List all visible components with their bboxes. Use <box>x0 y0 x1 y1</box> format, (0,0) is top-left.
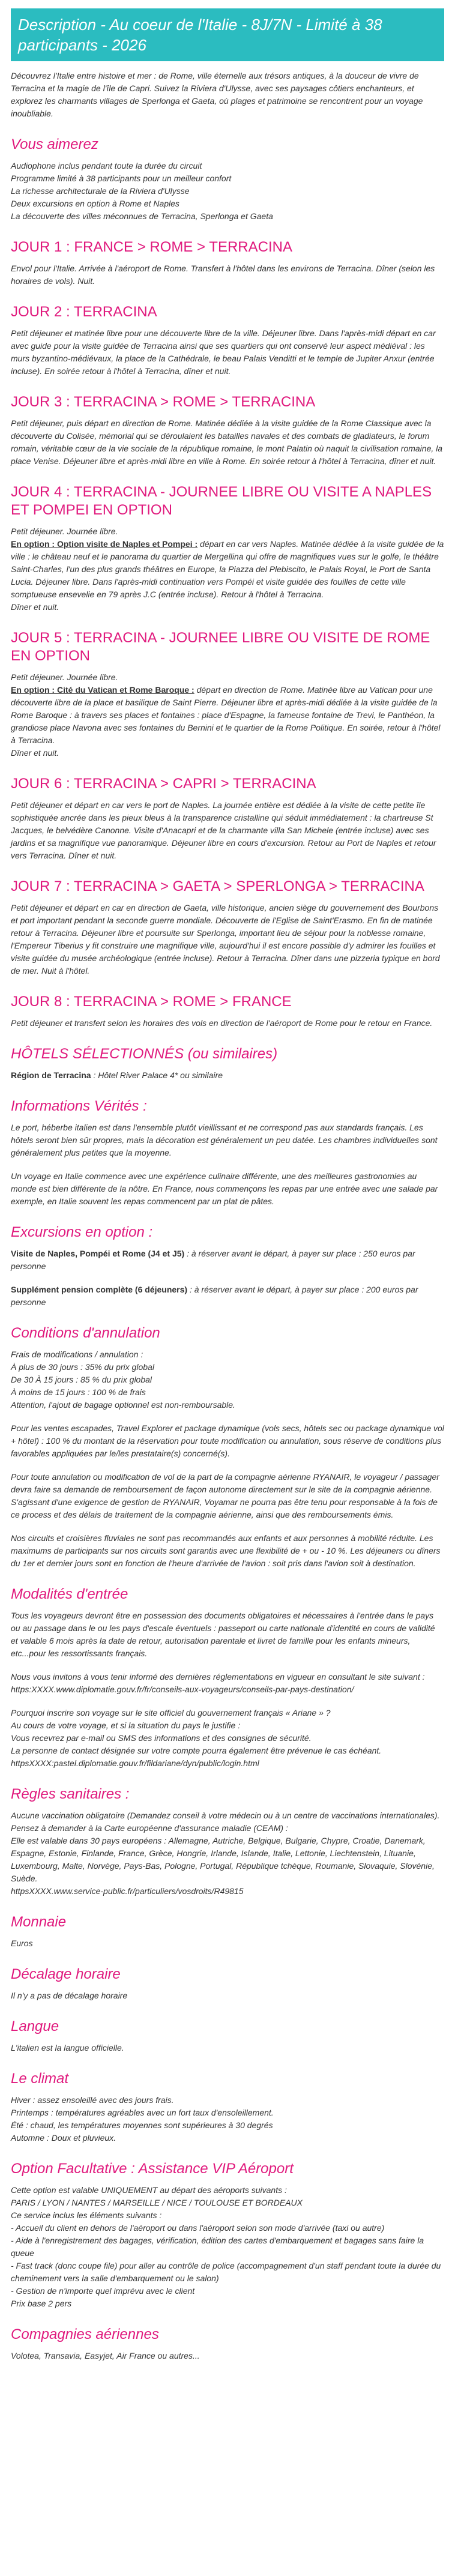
climate-line: Automne : Doux et pluvieux. <box>11 2133 116 2143</box>
infos-p1: Le port, héberbe italien est dans l'ensemble plutôt vieillissant et ne correspond pas aux standards français. Les hôtels seront bien sûr propres, mais la décoration est généralement un peu datée. Les chambres individuelles sont généralement plus petites que la moyenne. <box>11 1123 438 1157</box>
day-5-option-label: En option : Cité du Vatican et Rome Baroque : <box>11 685 194 695</box>
cancel-fee-line: Frais de modifications / annulation : <box>11 1350 143 1359</box>
love-item: Programme limité à 38 participants pour un meilleur confort <box>11 173 232 183</box>
climate-line: Printemps : températures agréables avec un fort taux d'ensoleillement. <box>11 2108 274 2117</box>
assistance-line: Ce service inclus les éléments suivants : <box>11 2210 162 2220</box>
cancel-fees-list <box>11 1348 444 1411</box>
excursion-item-1 <box>11 1247 444 1273</box>
day-1-heading: JOUR 1 : FRANCE > ROME > TERRACINA <box>11 239 292 255</box>
day-7-text: Petit déjeuner et départ en car en direction de Gaeta, ville historique, ancien siège du gouvernement des Bourbons et port important pendant la seconde guerre mondiale. Découverte de l'Eglise de Saint'Erasmo. En fin de matinée retour à Terracina. Déjeuner libre et poursuite sur Sperlonga, important lieu de séjour pour la noblesse romaine, l'Empereur Tiberius y fit construire une magnifique ville, aujourd'hui il est encore possible d'y admirer les fouilles et visite guidée du musée archéologique (entrée incluse). Retour à Terracina. Dîner dans une pizzeria typique en bord de mer. Nuit à l'hôtel. <box>11 903 440 976</box>
day-5-option <box>11 684 444 747</box>
health-p1: Aucune vaccination obligatoire (Demandez conseil à votre médecin ou à un centre de vaccinations internationales). Pensez à demander à la Carte européenne d'assurance maladie (CEAM) : Elle est valable dans 30 pays européens : Allemagne, Autriche, Belgique, Bulgarie, Chypre, Croatie, Danemark, Espagne, Estonie, Finlande, France, Grèce, Hongrie, Irlande, Islande, Italie, Lettonie, Liechtenstein, Lituanie, Luxembourg, Malte, Norvège, Pays-Bas, Pologne, Portugal, République tchèque, Roumanie, Slovaquie, Slovénie, Suède. httpsXXXX.www.service-public.fr/particuliers/vosdroits/R49815 <box>11 1811 440 1896</box>
day-4-option-label: En option : Option visite de Naples et Pompei : <box>11 539 198 549</box>
day-5-line-1: Petit déjeuner. Journée libre. <box>11 672 118 682</box>
love-list <box>11 160 444 223</box>
infos-heading: Informations Vérités : <box>11 1098 147 1114</box>
day-2-heading: JOUR 2 : TERRACINA <box>11 304 157 320</box>
assistance-list <box>11 2184 444 2310</box>
love-item: Deux excursions en option à Rome et Naples <box>11 199 179 208</box>
excursions-heading: Excursions en option : <box>11 1224 153 1240</box>
day-4-line-3: Dîner et nuit. <box>11 602 59 612</box>
day-4-heading: JOUR 4 : TERRACINA - JOURNEE LIBRE OU VISITE A NAPLES ET POMPEI EN OPTION <box>11 484 432 518</box>
day-4-option-text: départ en car vers Naples. Matinée dédiée à la visite guidée de la ville : le château neuf et le panorama du quartier de Mergellina qui offre de magnifiques vues sur le golfe, le théâtre Saint-Charles, l'un des plus grands théâtres en Europe, la Piazza del Plebiscito, le Palais Royal, le Port de Santa Lucia. Déjeuner libre. Dans l'après-midi continuation vers Pompéi et visite guidée des fouilles de cette ville somptueuse ensevelie en 79 après J.C (entrée incluse). Retour à l'hôtel à Terracina. <box>11 539 444 599</box>
day-4-option <box>11 538 444 601</box>
assistance-line: - Fast track (donc coupe file) pour aller au contrôle de police (accompagnement d'un staff pendant toute la durée du cheminement vers la salle d'embarquement ou le salon) <box>11 2261 441 2283</box>
health-heading: Règles sanitaires : <box>11 1786 130 1802</box>
assistance-line: - Accueil du client en dehors de l'aéroport ou dans l'aéroport selon son mode d'arrivée (taxi ou autre) <box>11 2223 385 2233</box>
cancel-fee-line: À moins de 15 jours : 100 % de frais <box>11 1387 146 1397</box>
day-5-option-text: départ en direction de Rome. Matinée libre au Vatican pour une découverte libre de la place et basilique de Saint Pierre. Déjeuner libre et après-midi dédiée à la visite guidée de la Rome Baroque : à travers ses places et fontaines : place d'Espagne, la fameuse fontaine de Trevi, le Panthéon, la grandiose place Navona avec ses fontaines du Bernini et le quartier de la Rome Politique. En soirée, retour à l'hôtel à Terracina. <box>11 685 441 745</box>
assistance-line: Prix base 2 pers <box>11 2299 72 2308</box>
assistance-line: - Gestion de n'importe quel imprévu avec le client <box>11 2286 195 2296</box>
hotels-heading: HÔTELS SÉLECTIONNÉS (ou similaires) <box>11 1046 278 1062</box>
cancel-p4: Nos circuits et croisières fluviales ne sont pas recommandés aux enfants et aux personnes à mobilité réduite. Les maximums de participants sur nos circuits sont garantis avec une flexibilité de + ou - 10 %. Les déjeuners ou dîners du 1er et dernier jours sont en fonction de l'heure d'arrivée de l'avion : soit pris dans l'avion soit à destination. <box>11 1533 441 1568</box>
day-8-heading: JOUR 8 : TERRACINA > ROME > FRANCE <box>11 994 292 1010</box>
cancel-p2: Pour les ventes escapades, Travel Explorer et package dynamique (vols secs, hôtels sec ou package dynamique vol + hôtel) : 100 % du montant de la réservation pour toute modification ou annulation, sous réserve de conditions plus favorables appliquées par le/les prestataire(s) concerné(s). <box>11 1423 444 1458</box>
currency-text: Euros <box>11 1938 33 1948</box>
assistance-line: - Aide à l'enregistrement des bagages, vérification, édition des cartes d'embarquement et bagages sans faire la queue <box>11 2236 424 2258</box>
cancel-fee-line: De 30 À 15 jours : 85 % du prix global <box>11 1375 152 1384</box>
entry-p1: Tous les voyageurs devront être en possession des documents obligatoires et nécessaires à l'entrée dans le pays ou au passage dans le ou les pays d'escale éventuels : passeport ou carte nationale d'identité en cours de validité et valable 6 mois après la date de retour, autorisation parentale et livret de famille pour les enfants mineurs, etc...pour les ressortissants français. <box>11 1611 435 1658</box>
climate-line: Hiver : assez ensoleillé avec des jours frais. <box>11 2095 174 2105</box>
day-2-text: Petit déjeuner et matinée libre pour une découverte libre de la ville. Déjeuner libre. Dans l'après-midi départ en car avec guide pour la visite guidée de Terracina ainsi que ses quartiers qui ont conservé leur aspect médiéval : les murs byzantino-médiévaux, la place de la Cathédrale, le beau Palais Venditti et le temple de Jupiter Anxur (entrée incluse). En soirée retour à l'hôtel à Terracina, dîner et nuit. <box>11 328 436 376</box>
climate-heading: Le climat <box>11 2071 69 2087</box>
page-title: Description - Au coeur de l'Italie - 8J/7N - Limité à 38 participants - 2026 <box>11 8 444 61</box>
cancel-p3: Pour toute annulation ou modification de vol de la part de la compagnie aérienne RYANAIR, le voyageur / passager devra faire sa demande de remboursement de façon autonome directement sur le site de la compagnie aérienne. S'agissant d'une exigence de gestion de RYANAIR, Voyamar ne pourra pas être tenu pour responsable à la fois de ce process et des délais de traitement de la compagnie aérienne, ainsi que des remboursements émis. <box>11 1472 439 1519</box>
entry-p3: Pourquoi inscrire son voyage sur le site officiel du gouvernement français « Ariane » ? Au cours de votre voyage, et si la situation du pays le justifie : Vous recevrez par e-mail ou SMS des informations et des consignes de sécurité. La personne de contact désignée sur votre compte pourra également être prévenue le cas échéant. httpsXXXX:pastel.diplomatie.gouv.fr/fildariane/dyn/public/login.html <box>11 1708 382 1768</box>
cancel-fee-line: Attention, l'ajout de bagage optionnel est non-remboursable. <box>11 1400 235 1410</box>
assistance-heading: Option Facultative : Assistance VIP Aéroport <box>11 2161 294 2177</box>
language-text: L'italien est la langue officielle. <box>11 2043 124 2053</box>
currency-heading: Monnaie <box>11 1914 67 1930</box>
day-5-line-3: Dîner et nuit. <box>11 748 59 758</box>
love-item: La richesse architecturale de la Riviera d'Ulysse <box>11 186 190 196</box>
airlines-heading: Compagnies aériennes <box>11 2326 159 2342</box>
hotels-value: : Hôtel River Palace 4* ou similaire <box>91 1070 223 1080</box>
entry-p2: Nous vous invitons à vous tenir informé des dernières réglementations en vigueur en consultant le site suivant : https:XXXX.www.diplomatie.gouv.fr/fr/conseils-aux-voyageurs/conseils-par-pays-destination/ <box>11 1672 425 1694</box>
timezone-heading: Décalage horaire <box>11 1966 121 1982</box>
day-8-text: Petit déjeuner et transfert selon les horaires des vols en direction de l'aéroport de Rome pour le retour en France. <box>11 1018 433 1028</box>
day-4-line-1: Petit déjeuner. Journée libre. <box>11 526 118 536</box>
day-3-heading: JOUR 3 : TERRACINA > ROME > TERRACINA <box>11 394 316 410</box>
climate-line: Été : chaud, les températures moyennes sont supérieures à 30 degrés <box>11 2120 273 2130</box>
day-1-text: Envol pour l'Italie. Arrivée à l'aéroport de Rome. Transfert à l'hôtel dans les environs de Terracina. Dîner (selon les horaires de vols). Nuit. <box>11 264 435 286</box>
excursion-2-label: Supplément pension complète (6 déjeuners) <box>11 1285 188 1294</box>
excursion-2-text: : à réserver avant le départ, à payer sur place : 200 euros par personne <box>11 1285 418 1307</box>
cancel-fee-line: À plus de 30 jours : 35% du prix global <box>11 1362 154 1372</box>
love-item: La découverte des villes méconnues de Terracina, Sperlonga et Gaeta <box>11 211 273 221</box>
hotels-text <box>11 1069 444 1082</box>
cancel-heading: Conditions d'annulation <box>11 1325 160 1341</box>
day-5-heading: JOUR 5 : TERRACINA - JOURNEE LIBRE OU VISITE DE ROME EN OPTION <box>11 630 430 664</box>
hotels-label: Région de Terracina <box>11 1070 91 1080</box>
entry-heading: Modalités d'entrée <box>11 1586 128 1602</box>
intro-text: Découvrez l'Italie entre histoire et mer : de Rome, ville éternelle aux trésors antiques, à la douceur de vivre de Terracina et la magie de l'île de Capri. Suivez la Riviera d'Ulysse, avec ses paysages côtiers enchanteurs, et explorez les charmants villages de Sperlonga et Gaeta, où plages et patrimoine se rencontrent pour un voyage inoubliable. <box>11 71 423 118</box>
timezone-text: Il n'y a pas de décalage horaire <box>11 1991 128 2000</box>
love-item: Audiophone inclus pendant toute la durée du circuit <box>11 161 202 170</box>
day-7-heading: JOUR 7 : TERRACINA > GAETA > SPERLONGA > TERRACINA <box>11 878 424 894</box>
assistance-line: Cette option est valable UNIQUEMENT au départ des aéroports suivants : <box>11 2185 287 2195</box>
day-6-text: Petit déjeuner et départ en car vers le port de Naples. La journée entière est dédiée à la visite de cette petite île sophistiquée ancrée dans les pieux bleus à la transparence cristalline qui séduit immédiatement : la chartreuse St Jacques, le belvédère Canonne. Visite d'Anacapri et de la charmante villa San Michele (entrée incluse) avec ses jardins et sa magnifique vue panoramique. Déjeuner libre en cours d'excursion. Retour au Port de Naples et retour vers Terracina. Dîner et nuit. <box>11 800 436 860</box>
day-6-heading: JOUR 6 : TERRACINA > CAPRI > TERRACINA <box>11 776 316 792</box>
page <box>0 8 455 2362</box>
airlines-text: Volotea, Transavia, Easyjet, Air France ou autres... <box>11 2351 200 2360</box>
day-3-text: Petit déjeuner, puis départ en direction de Rome. Matinée dédiée à la visite guidée de la Rome Classique avec la découverte du Colisée, mémorial qui se déroulaient les batailles navales et des combats de gladiateurs, le forum romain, véritable cœur de la vie sociale de la république romaine, le mont Palatin où naquit la civilisation romaine, la place Venise. Déjeuner libre et après-midi libre en ville à Rome. En soirée retour à l'hôtel à Terracina, dîner et nuit. <box>11 418 443 466</box>
assistance-line: PARIS / LYON / NANTES / MARSEILLE / NICE / TOULOUSE ET BORDEAUX <box>11 2198 303 2207</box>
love-heading: Vous aimerez <box>11 136 98 152</box>
infos-p2: Un voyage en Italie commence avec une expérience culinaire différente, une des meilleures gastronomies au monde est bien différente de la nôtre. En France, nous commençons les repas par une entrée avec une salade par exemple, en Italie souvent les repas commencent par un plat de pâtes. <box>11 1171 438 1206</box>
language-heading: Langue <box>11 2018 59 2035</box>
excursion-item-2 <box>11 1283 444 1309</box>
excursion-1-label: Visite de Naples, Pompéi et Rome (J4 et J5) <box>11 1249 185 1258</box>
excursion-1-text: : à réserver avant le départ, à payer sur place : 250 euros par personne <box>11 1249 415 1271</box>
climate-list <box>11 2094 444 2144</box>
